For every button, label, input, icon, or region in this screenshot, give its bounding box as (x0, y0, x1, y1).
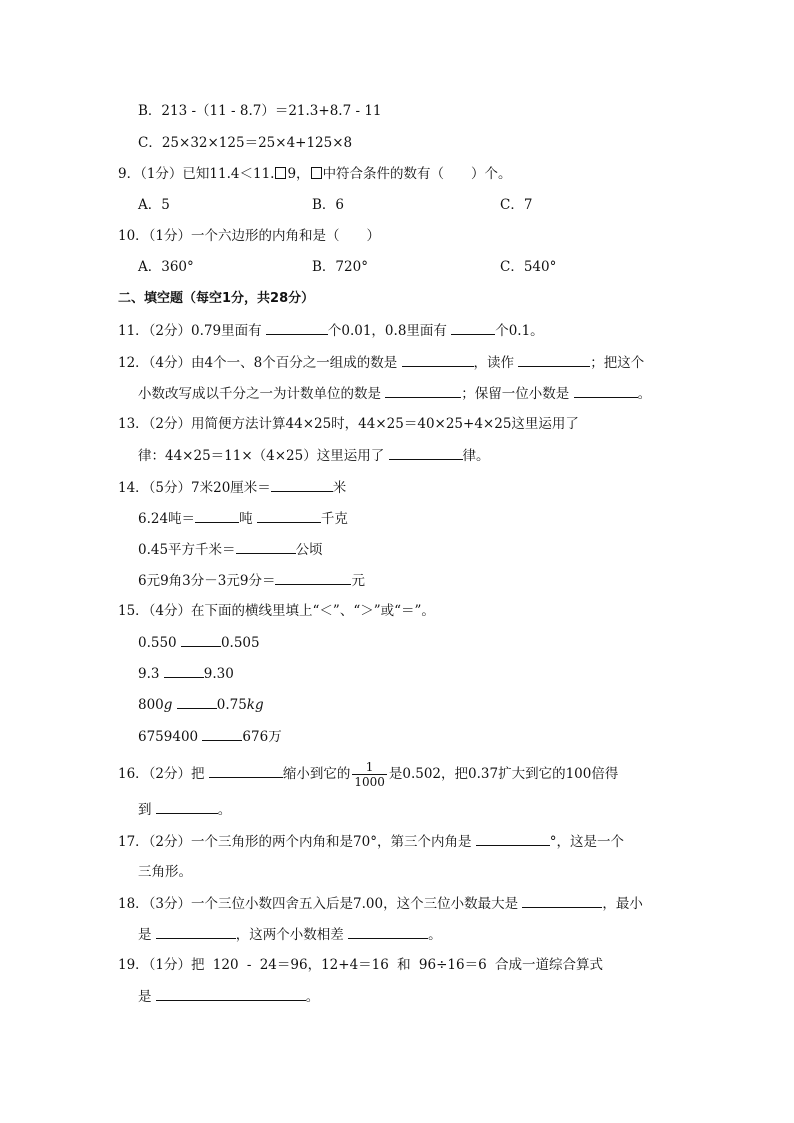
q10-option-a: A．360° (138, 259, 194, 275)
q14-line1 (118, 477, 346, 498)
answer-blank[interactable] (209, 763, 283, 778)
q15-left-value: 0.550 (138, 635, 177, 651)
q18-text-e: 。 (428, 927, 442, 943)
q17-line2: 三角形。 (138, 864, 192, 880)
q14-text: 6元9角3分－3元9分＝ (138, 573, 276, 589)
q19-text-b: 。 (305, 989, 320, 1005)
q14-line4 (138, 570, 365, 591)
q14-unit: 吨 (239, 511, 253, 527)
q15-row4 (138, 726, 282, 747)
q19-line1: 19．（1分）把 120 - 24＝96，12+4＝16 和 96÷16＝6 合成一道综合算式 (118, 957, 603, 973)
q12-text-d: 小数改写成以千分之一为计数单位的数是 (138, 386, 381, 402)
q18-text-d: ，这两个小数相差 (235, 927, 344, 943)
q15-row2 (138, 663, 234, 684)
q15-right-value: 9.30 (203, 666, 234, 682)
answer-blank[interactable] (271, 477, 333, 492)
answer-blank[interactable] (257, 508, 321, 523)
q12-text-e: ；保留一位小数是 (461, 386, 570, 402)
q15-unit: kg (246, 697, 264, 713)
answer-blank[interactable] (164, 663, 204, 678)
q16-text-b: 缩小到它的 (282, 766, 351, 782)
q18-text-c: 是 (138, 927, 152, 943)
fraction-denominator: 1000 (354, 775, 385, 789)
q15-right-value: 676万 (242, 729, 282, 745)
q9-option-a: A．5 (138, 197, 170, 213)
q9-stem-c: 中符合条件的数有（ ）个。 (322, 166, 512, 182)
q13-line1: 13．（2分）用简便方法计算44×25时，44×25＝40×25+4×25这里运用了 (118, 416, 579, 432)
section-title-fill-in: 二、填空题（每空1分，共28分） (118, 291, 315, 306)
answer-blank[interactable] (518, 352, 590, 367)
q15-row1 (138, 632, 260, 653)
fraction-numerator: 1 (352, 760, 387, 775)
q16-line1 (118, 759, 618, 789)
q18-line1 (118, 893, 643, 914)
q12-line2 (138, 383, 651, 404)
answer-blank[interactable] (476, 831, 550, 846)
answer-blank[interactable] (156, 986, 306, 1001)
q15-right-value: 0.75 (216, 697, 247, 713)
q14-text: 14．（5分）7米20厘米＝ (118, 480, 271, 496)
q15-stem: 15．（4分）在下面的横线里填上“＜”、“＞”或“＝”。 (118, 603, 435, 619)
q15-unit: g (163, 697, 173, 713)
answer-blank[interactable] (177, 694, 217, 709)
q16-text-c: 是0.502，把0.37扩大到它的100倍得 (388, 766, 619, 782)
answer-blank[interactable] (402, 352, 474, 367)
q19-line2 (138, 986, 319, 1007)
q15-left-value: 6759400 (138, 729, 199, 745)
q12-text-a: 12．（4分）由4个一、8个百分之一组成的数是 (118, 355, 398, 371)
q10-stem: 10．（1分）一个六边形的内角和是（ ） (118, 228, 381, 244)
q9-stem (118, 164, 512, 184)
answer-blank[interactable] (236, 539, 296, 554)
answer-blank[interactable] (156, 799, 218, 814)
empty-box-icon (275, 167, 286, 179)
q12-text-c: ；把这个 (590, 355, 645, 371)
q14-line3 (138, 539, 323, 560)
answer-blank[interactable] (181, 632, 221, 647)
q14-text: 6.24吨＝ (138, 511, 196, 527)
q14-unit: 公顷 (295, 542, 323, 558)
q15-left-value: 9.3 (138, 666, 160, 682)
answer-blank[interactable] (266, 320, 328, 335)
q14-text: 0.45平方千米＝ (138, 542, 236, 558)
q8-option-c: C．25×32×125＝25×4+125×8 (138, 135, 353, 151)
answer-blank[interactable] (348, 924, 428, 939)
q15-left-value: 800 (138, 697, 164, 713)
answer-blank[interactable] (574, 383, 638, 398)
q11-text-a: 11．（2分）0.79里面有 (118, 323, 262, 339)
answer-blank[interactable] (275, 570, 351, 585)
q16-text-d: 到 (138, 802, 152, 818)
q8-option-b: B．213 -（11 - 8.7）＝21.3+8.7 - 11 (138, 103, 382, 119)
q10-option-b: B．720° (312, 259, 368, 275)
answer-blank[interactable] (385, 383, 461, 398)
q14-line2 (138, 508, 348, 529)
q18-line2 (138, 924, 442, 945)
q9-option-b: B．6 (312, 197, 345, 213)
q11 (118, 320, 544, 341)
q14-unit: 千克 (320, 511, 348, 527)
q13-text-b: 律。 (462, 448, 490, 464)
q15-row3 (138, 694, 264, 715)
answer-blank[interactable] (156, 924, 236, 939)
q9-stem-b: 9， (287, 166, 310, 182)
q14-unit: 元 (351, 573, 365, 589)
q13-text-a: 律：44×25＝11×（4×25）这里运用了 (138, 448, 385, 464)
q18-text-a: 18．（3分）一个三位小数四舍五入后是7.00，这个三位小数最大是 (118, 896, 519, 912)
q17-text-a: 17．（2分）一个三角形的两个内角和是70°，第三个内角是 (118, 834, 472, 850)
q12-line1 (118, 352, 644, 373)
q11-text-c: 个0.1。 (495, 323, 544, 339)
fraction-one-thousandth (352, 760, 387, 789)
q12-text-b: ，读作 (473, 355, 514, 371)
q15-right-value: 0.505 (220, 635, 260, 651)
empty-box-icon (311, 167, 322, 179)
q16-text-a: 16．（2分）把 (118, 766, 205, 782)
answer-blank[interactable] (195, 508, 239, 523)
q18-text-b: ，最小 (602, 896, 643, 912)
q16-line2 (138, 799, 231, 820)
q9-stem-a: 9．（1分）已知11.4＜11. (118, 166, 275, 182)
q17-text-b: °，这是一个 (549, 834, 624, 850)
q9-option-c: C．7 (500, 197, 533, 213)
answer-blank[interactable] (522, 893, 602, 908)
answer-blank[interactable] (202, 726, 242, 741)
q13-line2 (138, 445, 490, 466)
answer-blank[interactable] (389, 445, 463, 460)
q10-option-c: C．540° (500, 259, 557, 275)
q14-unit: 米 (332, 480, 347, 496)
q12-text-f: 。 (637, 386, 652, 402)
q11-text-b: 个0.01，0.8里面有 (327, 323, 447, 339)
q17-line1 (118, 831, 624, 852)
answer-blank[interactable] (451, 320, 495, 335)
q19-text-a: 是 (138, 989, 152, 1005)
q16-text-e: 。 (217, 802, 232, 818)
